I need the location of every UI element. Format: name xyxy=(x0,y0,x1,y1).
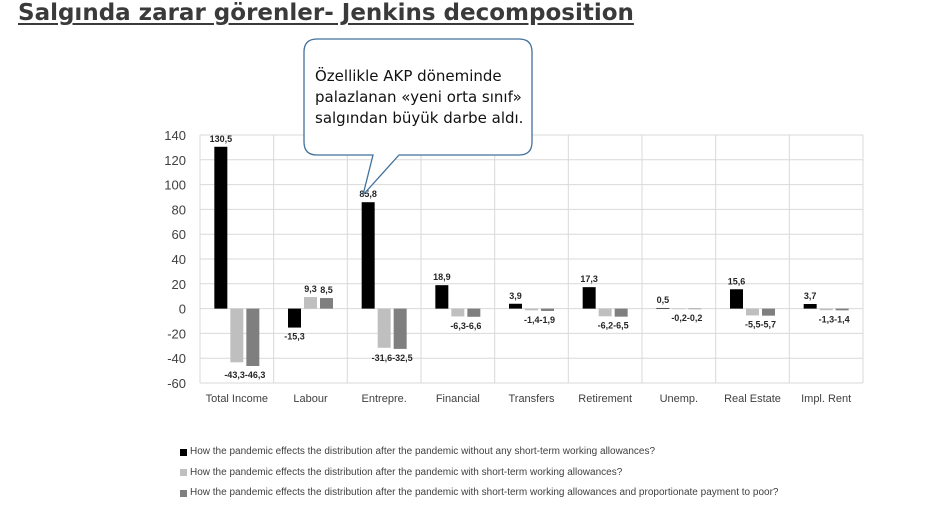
bar xyxy=(394,309,407,349)
bar xyxy=(746,309,759,316)
data-label: -32,5 xyxy=(392,352,413,363)
legend-label: How the pandemic effects the distribution after the pandemic with short-term working allowances? xyxy=(190,466,623,478)
data-label: -0,2 xyxy=(671,312,687,323)
x-tick-label: Total Income xyxy=(205,393,269,405)
bar xyxy=(509,304,522,309)
legend-label: How the pandemic effects the distribution after the pandemic with short-term working allowances and proportionate payment to poor? xyxy=(190,487,779,498)
data-label: 3,9 xyxy=(509,290,522,301)
callout-line: salgından büyük darbe aldı. xyxy=(315,109,524,127)
bar xyxy=(836,309,849,311)
legend-item xyxy=(180,463,778,484)
chart-legend xyxy=(180,442,778,504)
bar xyxy=(304,297,317,309)
bar xyxy=(362,202,375,308)
bar xyxy=(804,304,817,309)
data-label: -5,7 xyxy=(760,319,777,330)
bar xyxy=(672,309,685,310)
bar xyxy=(583,287,596,308)
data-label-group xyxy=(819,314,850,324)
y-tick-label: 60 xyxy=(171,227,186,243)
callout-bubble xyxy=(303,38,533,156)
y-tick-label: 0 xyxy=(178,301,186,317)
bar xyxy=(599,309,612,317)
data-label: -31,6 xyxy=(371,352,393,363)
data-label-group xyxy=(450,321,481,331)
bar xyxy=(288,309,301,328)
legend-item xyxy=(180,442,778,463)
y-tick-label: 80 xyxy=(171,202,186,218)
y-tick-label: -60 xyxy=(167,376,186,391)
data-label: -43,3 xyxy=(224,370,245,381)
legend-swatch xyxy=(180,449,187,456)
y-tick-label: 120 xyxy=(164,152,186,168)
bar xyxy=(656,308,669,309)
y-tick-label: 40 xyxy=(171,252,186,267)
y-tick-label: 20 xyxy=(171,276,186,292)
data-label: -46,3 xyxy=(244,370,266,381)
x-tick-label: Impl. Rent xyxy=(801,393,852,405)
bar xyxy=(525,309,538,311)
bar xyxy=(467,309,480,317)
legend-swatch xyxy=(180,469,187,476)
data-label-group xyxy=(372,353,413,363)
data-label: 18,9 xyxy=(433,272,451,283)
x-tick-label: Real Estate xyxy=(724,393,781,405)
y-tick-label: -40 xyxy=(167,351,186,367)
data-label: -0,2 xyxy=(686,312,703,323)
data-label: 130,5 xyxy=(209,133,233,144)
data-label-group xyxy=(524,315,555,325)
data-label: -6,3 xyxy=(450,320,466,331)
bar xyxy=(730,289,743,308)
data-label: -6,5 xyxy=(613,320,629,331)
data-label-group xyxy=(745,320,776,330)
x-tick-label: Financial xyxy=(435,393,480,405)
data-label: -15,3 xyxy=(284,331,305,342)
data-label: -6,2 xyxy=(597,320,614,331)
x-tick-label: Unemp. xyxy=(659,393,699,405)
data-label: -1,3 xyxy=(818,314,835,325)
data-label: -5,5 xyxy=(744,319,761,330)
bar xyxy=(451,309,464,317)
bar xyxy=(246,309,259,366)
bar xyxy=(688,309,701,310)
y-tick-label: 100 xyxy=(164,177,186,193)
data-label: -6,6 xyxy=(465,320,482,331)
y-tick-label: 140 xyxy=(164,128,186,143)
bar xyxy=(541,309,554,311)
data-label: -1,4 xyxy=(834,314,850,325)
legend-label: How the pandemic effects the distribution after the pandemic without any short-term working allowances? xyxy=(190,446,656,457)
x-tick-label: Entrepre. xyxy=(361,393,407,405)
data-label-group xyxy=(671,313,702,323)
data-label: 9,3 xyxy=(304,284,317,295)
legend-item xyxy=(180,483,778,504)
callout-line: Özellikle AKP döneminde xyxy=(315,67,502,85)
data-label: 85,8 xyxy=(359,189,377,200)
data-label-group xyxy=(224,370,265,380)
x-tick-label: Labour xyxy=(293,393,328,405)
bar xyxy=(320,298,333,309)
bar xyxy=(820,309,833,311)
data-label-group xyxy=(598,321,629,331)
bar xyxy=(378,309,391,348)
bar xyxy=(615,309,628,317)
y-tick-label: -20 xyxy=(167,326,186,342)
data-label: 8,5 xyxy=(320,285,333,296)
bar xyxy=(435,285,448,308)
callout-text xyxy=(315,66,530,129)
data-label: 3,7 xyxy=(803,291,817,302)
callout-line: palazlanan «yeni orta sınıf» xyxy=(315,88,522,106)
data-label: 17,3 xyxy=(580,274,598,285)
data-label: -1,9 xyxy=(539,314,556,325)
bar xyxy=(230,309,243,363)
data-label: 15,6 xyxy=(727,276,746,287)
x-tick-label: Transfers xyxy=(508,393,555,405)
x-tick-label: Retirement xyxy=(578,393,633,405)
bar xyxy=(214,147,227,309)
page-title: Salgında zarar görenler- Jenkins decomposition xyxy=(18,0,634,26)
legend-swatch xyxy=(180,490,187,497)
bar xyxy=(762,309,775,316)
data-label: -1,4 xyxy=(523,314,540,325)
data-label: 0,5 xyxy=(656,294,670,305)
